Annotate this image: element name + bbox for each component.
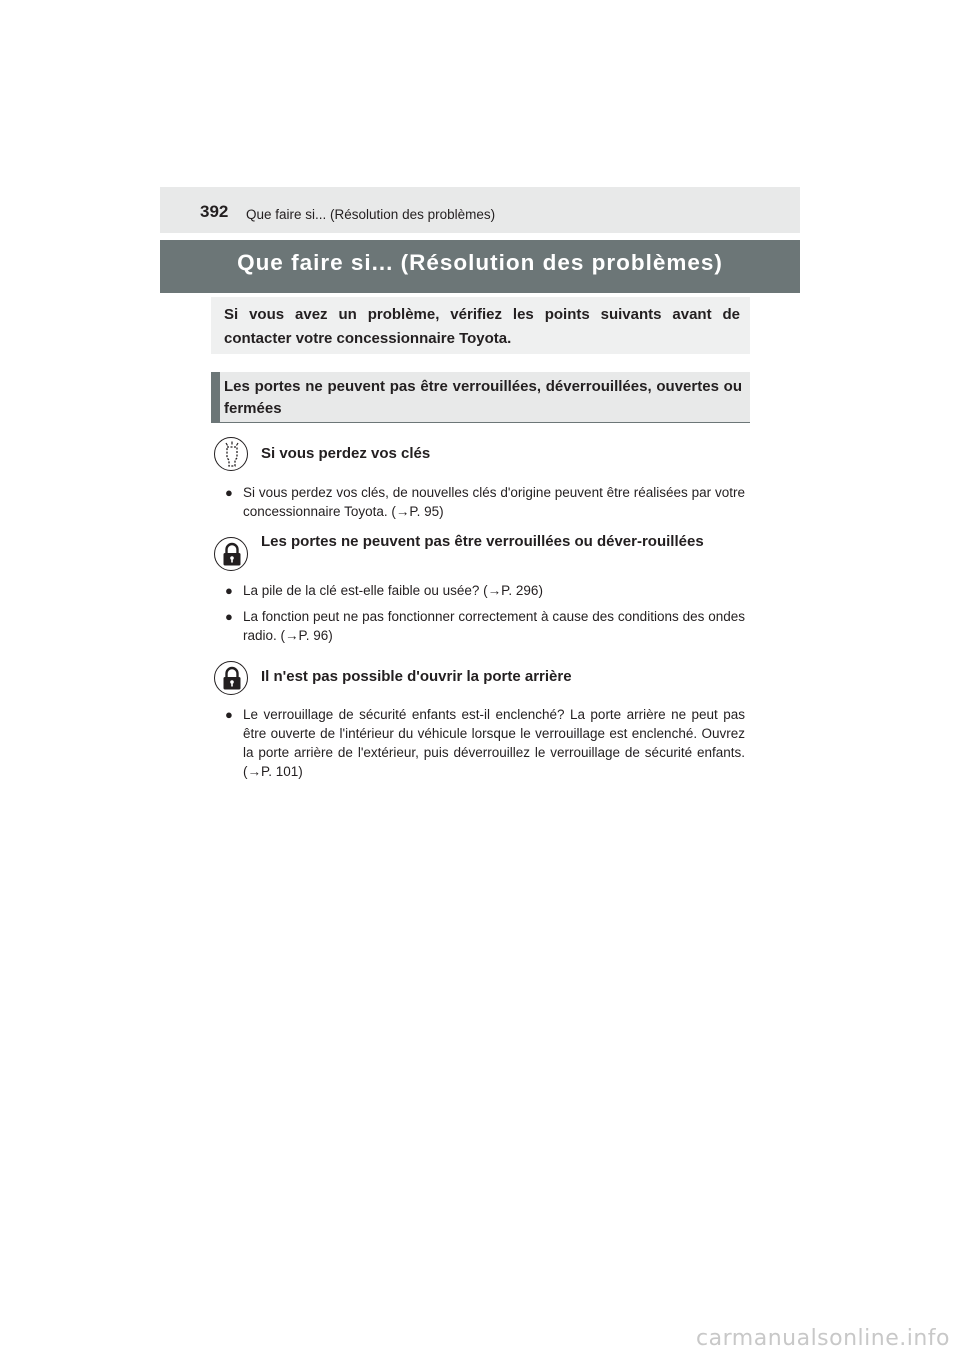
bullet-glyph: ● bbox=[225, 707, 233, 722]
watermark: carmanualsonline.info bbox=[696, 1326, 950, 1351]
subheading-doors-cannot-lock: Les portes ne peuvent pas être verrouillées ou déver-rouillées bbox=[261, 533, 704, 550]
bullet-glyph: ● bbox=[225, 609, 233, 624]
lost-key-icon bbox=[214, 437, 248, 471]
bullet-text: La fonction peut ne pas fonctionner correctement à cause des conditions des ondes radio. (→P. 96) bbox=[243, 609, 745, 643]
padlock-icon bbox=[214, 537, 248, 571]
page-number: 392 bbox=[200, 202, 229, 221]
padlock-icon bbox=[214, 661, 248, 695]
intro-text: Si vous avez un problème, vérifiez les points suivants avant de contacter votre concessionnaire Toyota. bbox=[224, 306, 740, 347]
subheading-back-door: Il n'est pas possible d'ouvrir la porte arrière bbox=[261, 668, 572, 685]
bullet-text: La pile de la clé est-elle faible ou usée? (→P. 296) bbox=[243, 583, 543, 598]
bullet-text: Le verrouillage de sécurité enfants est-il enclenché? La porte arrière ne peut pas être ouverte de l'intérieur du véhicule lorsque le verrouillage est enclenché. Ouvrez la porte arrière de l'extérieur, puis déverrouillez le verrouillage de sécurité enfants. (→P. 101) bbox=[243, 707, 745, 779]
bullet-glyph: ● bbox=[225, 485, 233, 500]
bullet-glyph: ● bbox=[225, 583, 233, 598]
running-title: Que faire si... (Résolution des problèmes) bbox=[246, 207, 496, 222]
subheading-lost-keys: Si vous perdez vos clés bbox=[261, 445, 431, 462]
page-title: Que faire si... (Résolution des problèmes) bbox=[237, 250, 723, 275]
bullet-text: Si vous perdez vos clés, de nouvelles clés d'origine peuvent être réalisées par votre concessionnaire Toyota. (→P. 95) bbox=[243, 485, 745, 519]
section-heading: Les portes ne peuvent pas être verrouillées, déverrouillées, ouvertes ou fermées bbox=[224, 378, 742, 417]
